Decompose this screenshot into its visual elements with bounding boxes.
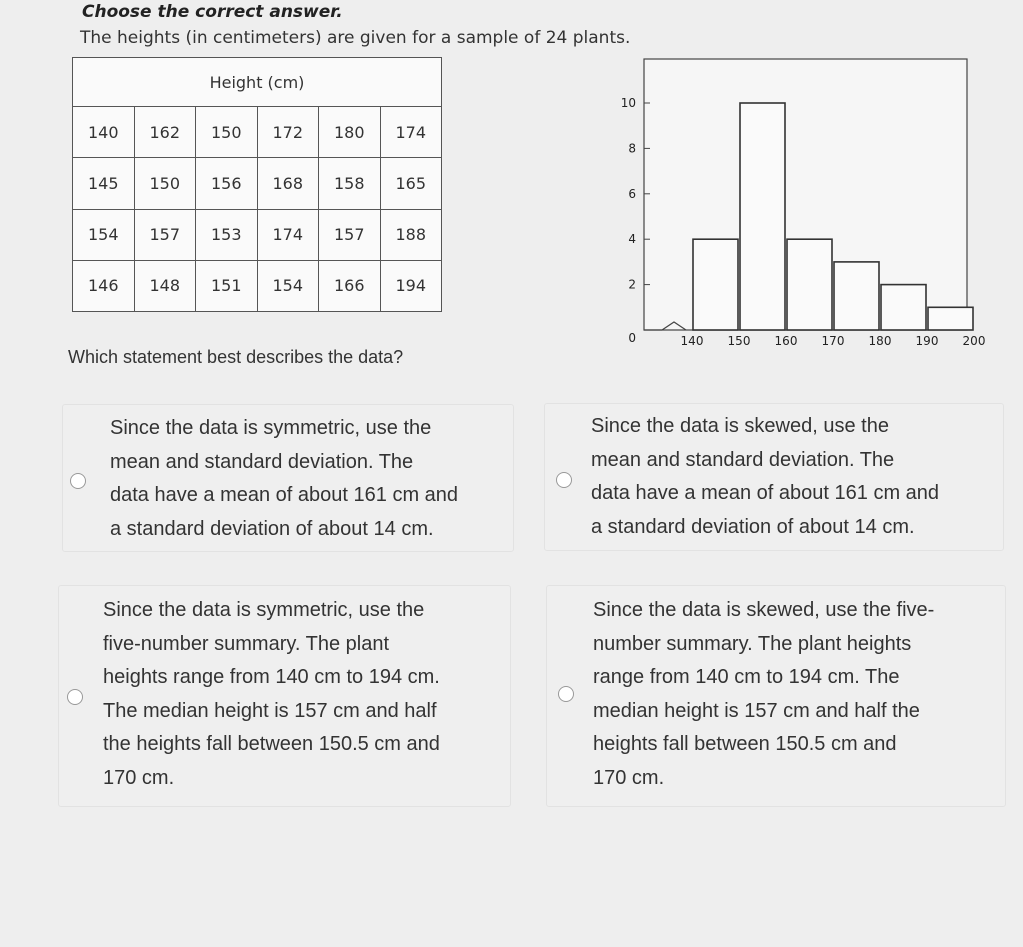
table-cell: 168 <box>257 158 319 209</box>
table-cell: 174 <box>380 107 442 158</box>
radio-button-icon[interactable] <box>558 686 574 702</box>
histogram-bar <box>928 307 973 330</box>
table-cell: 153 <box>196 209 258 260</box>
table-cell: 194 <box>380 260 442 311</box>
table-row <box>73 107 442 158</box>
table-cell: 140 <box>73 107 135 158</box>
choice-text: Since the data is skewed, use the five- number summary. The plant heights range from 140 cm to 194 cm. The median height is 157 cm and half the heights fall between 150.5 cm and 170 cm. <box>593 599 935 789</box>
answer-choice-b[interactable] <box>544 403 1004 551</box>
question-prompt: The heights (in centimeters) are given for a sample of 24 plants. <box>80 28 631 48</box>
y-tick-label: 10 <box>620 96 636 110</box>
x-tick-label: 140 <box>680 334 704 348</box>
histogram-bar <box>740 103 785 330</box>
y-tick-label: 4 <box>628 232 636 247</box>
table-row <box>73 209 442 260</box>
table-cell: 180 <box>319 107 381 158</box>
table-cell: 172 <box>257 107 319 158</box>
heights-table <box>72 57 442 312</box>
table-cell: 151 <box>196 260 258 311</box>
y-tick-label: 0 <box>628 331 636 345</box>
x-tick-label: 160 <box>774 334 798 348</box>
table-cell: 158 <box>319 158 381 209</box>
table-cell: 166 <box>319 260 381 311</box>
instruction-text: Choose the correct answer. <box>82 2 343 22</box>
answer-choice-d[interactable] <box>546 585 1006 807</box>
x-tick-label: 200 <box>962 334 986 348</box>
choice-text: Since the data is symmetric, use the five-number summary. The plant heights range from 140 cm to 194 cm. The median height is 157 cm and half the heights fall between 150.5 cm and 170 cm. <box>103 599 440 789</box>
histogram-bar <box>787 239 832 330</box>
table-row <box>73 260 442 311</box>
table-header: Height (cm) <box>73 58 442 107</box>
x-tick-label: 170 <box>821 334 845 348</box>
table-cell: 188 <box>380 209 442 260</box>
choice-text: Since the data is symmetric, use the mean and standard deviation. The data have a mean of about 161 cm and a standard deviation of about 14 cm. <box>110 417 459 540</box>
table-cell: 165 <box>380 158 442 209</box>
question-stem: Which statement best describes the data? <box>68 347 404 367</box>
answer-choice-c[interactable] <box>58 585 511 807</box>
answer-choice-a[interactable] <box>62 404 514 552</box>
histogram-bar <box>693 239 738 330</box>
radio-button-icon[interactable] <box>556 472 572 488</box>
y-tick-label: 6 <box>628 186 636 201</box>
histogram-bar <box>881 285 926 330</box>
table-cell: 174 <box>257 209 319 260</box>
table-cell: 146 <box>73 260 135 311</box>
table-cell: 154 <box>257 260 319 311</box>
table-cell: 157 <box>319 209 381 260</box>
y-tick-label: 8 <box>628 141 636 156</box>
x-tick-label: 180 <box>868 334 892 348</box>
histogram-bar <box>834 262 879 330</box>
table-cell: 148 <box>134 260 196 311</box>
radio-button-icon[interactable] <box>70 473 86 489</box>
y-tick-label: 2 <box>628 277 636 292</box>
table-cell: 150 <box>196 107 258 158</box>
table-cell: 157 <box>134 209 196 260</box>
radio-button-icon[interactable] <box>67 689 83 705</box>
table-cell: 154 <box>73 209 135 260</box>
height-histogram <box>600 55 1000 365</box>
table-cell: 150 <box>134 158 196 209</box>
table-row <box>73 158 442 209</box>
x-tick-label: 190 <box>915 334 939 348</box>
table-cell: 156 <box>196 158 258 209</box>
x-tick-label: 150 <box>727 334 751 348</box>
table-cell: 145 <box>73 158 135 209</box>
table-cell: 162 <box>134 107 196 158</box>
choice-text: Since the data is skewed, use the mean and standard deviation. The data have a mean of about 161 cm and a standard deviation of about 14 cm. <box>591 415 940 538</box>
